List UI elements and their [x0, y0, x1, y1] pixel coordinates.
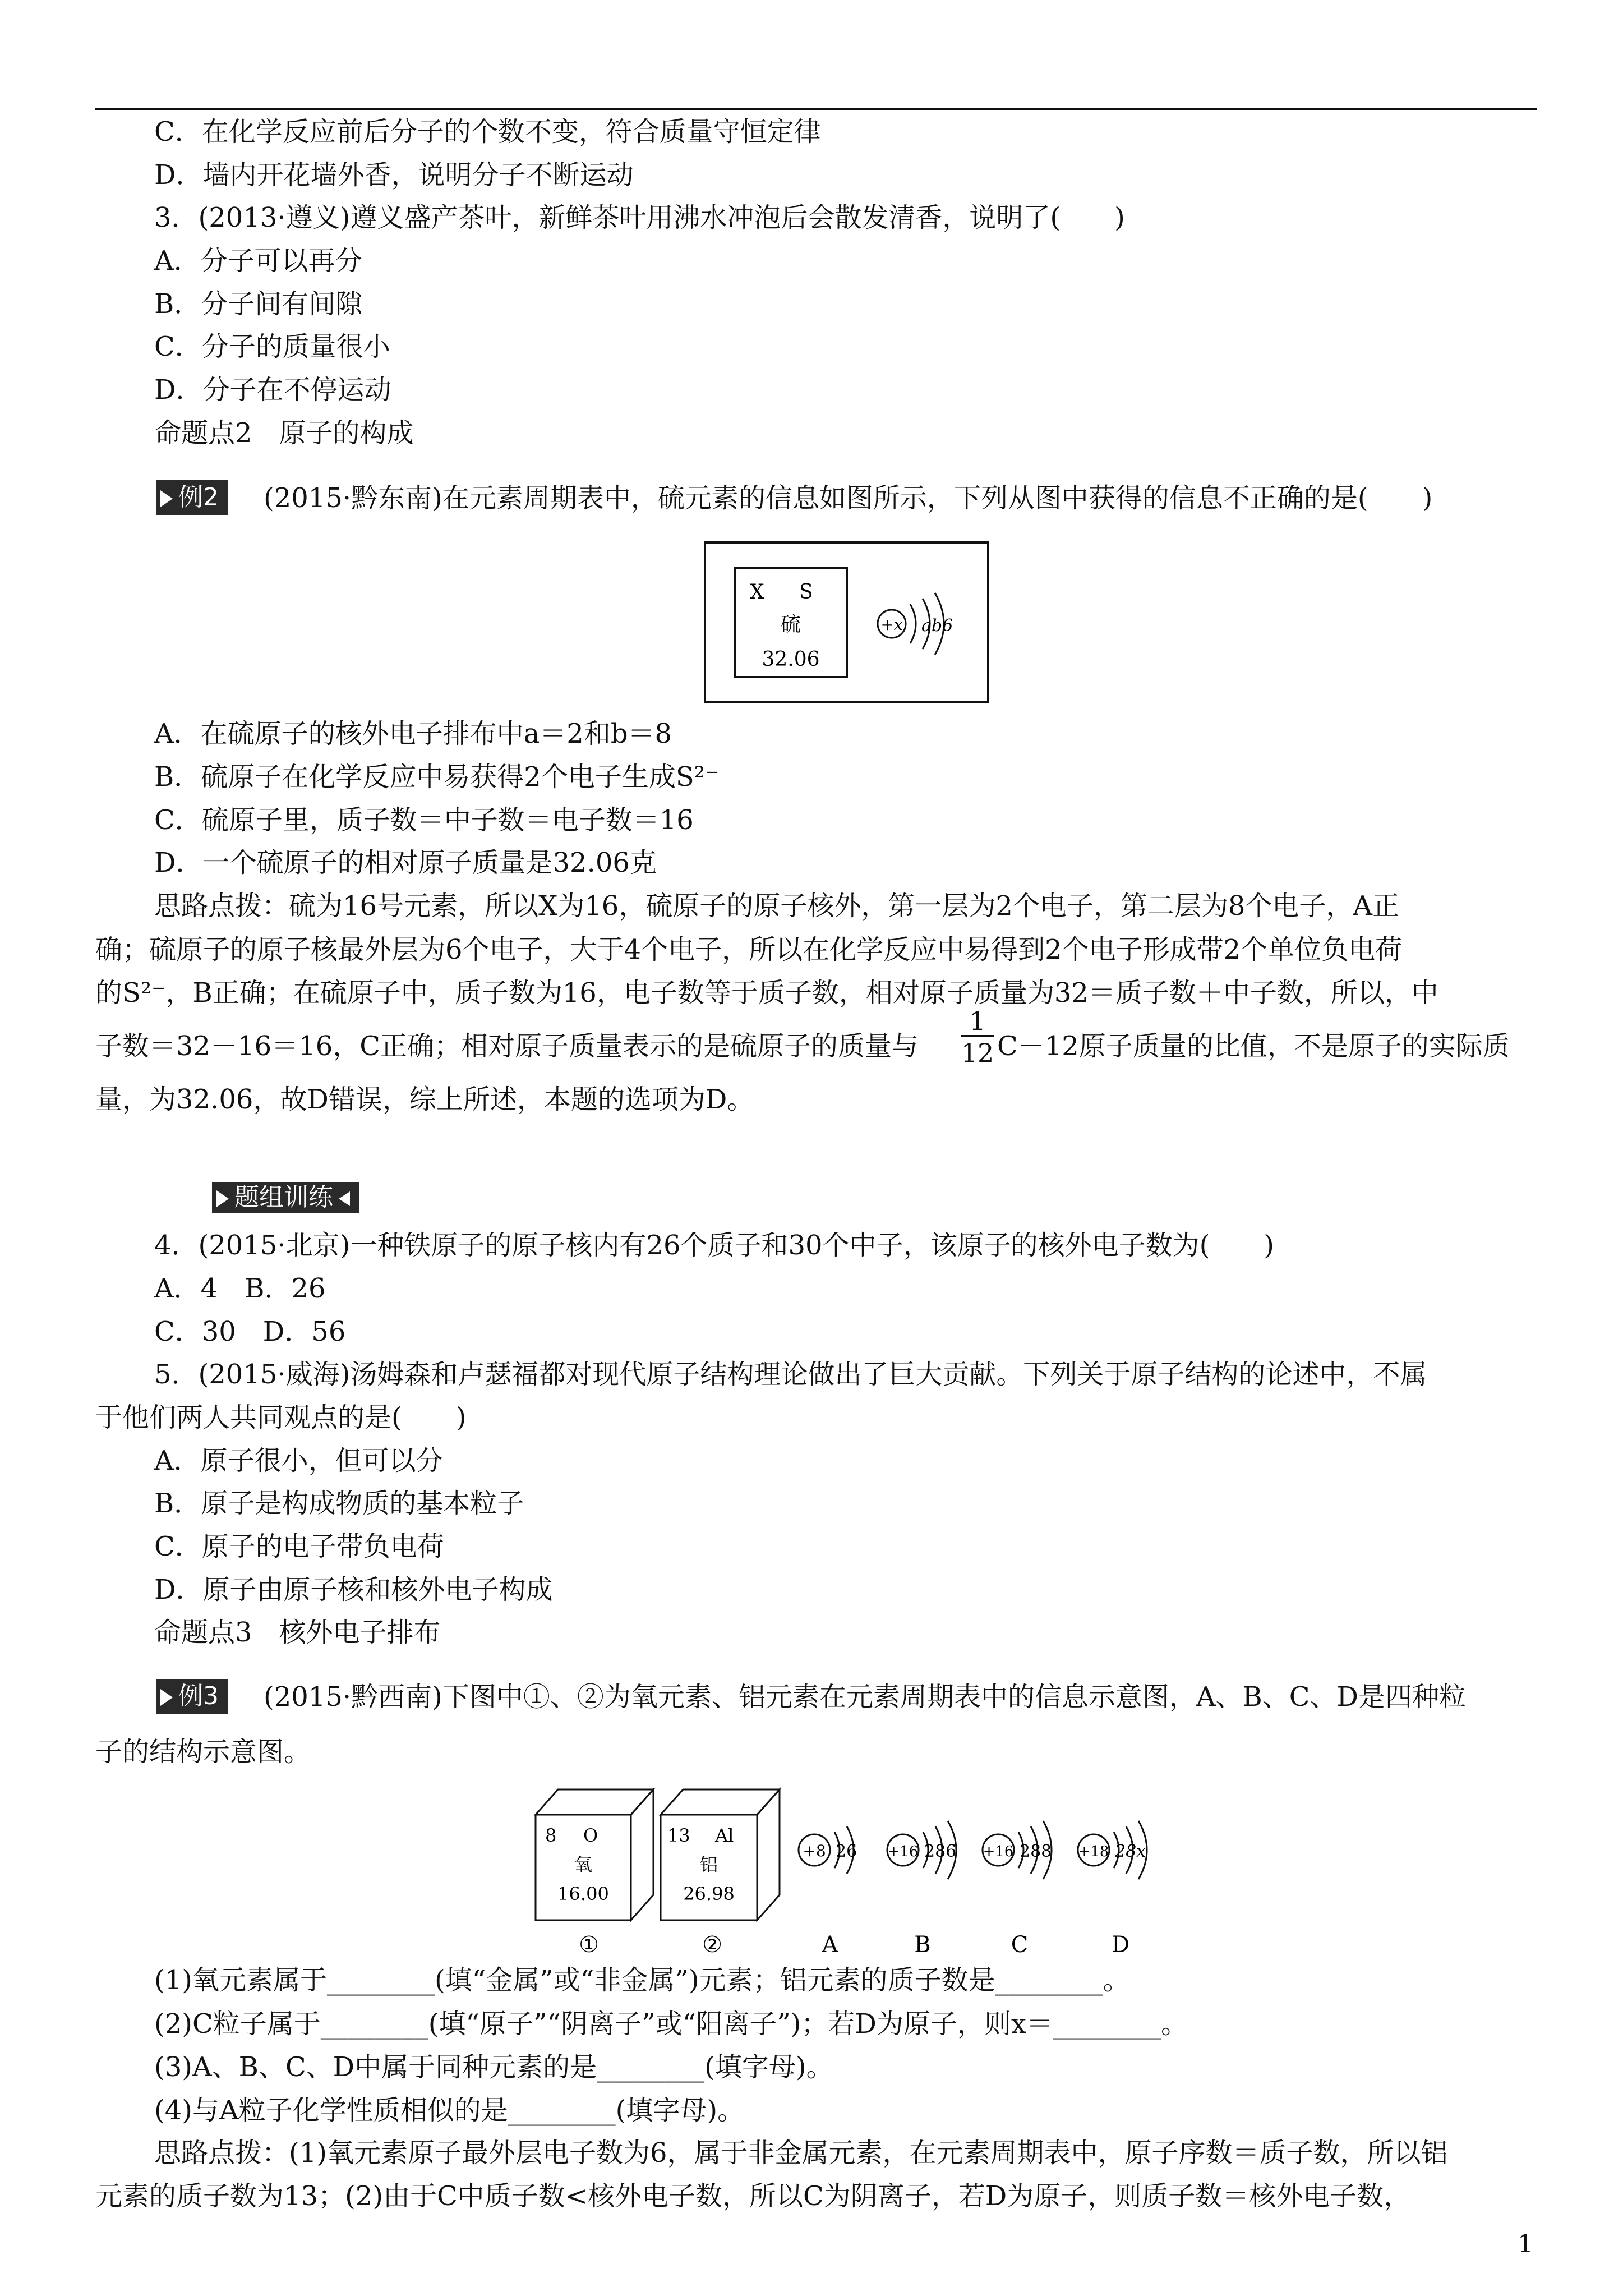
- q3-option-b: B．分子间有间隙: [154, 288, 363, 320]
- particle-c-shells: 288: [1020, 1842, 1052, 1861]
- q5-option-d: D．原子由原子核和核外电子构成: [154, 1574, 553, 1605]
- ex2-option-d: D．一个硫原子的相对原子质量是32.06克: [154, 847, 657, 878]
- section-heading-3: 命题点3 核外电子排布: [154, 1617, 441, 1648]
- aluminium-label: ②: [702, 1932, 722, 1958]
- particle-a-shells: 26: [836, 1842, 857, 1861]
- q3-option-c: C．分子的质量很小: [154, 331, 390, 362]
- particle-a-label: A: [822, 1932, 838, 1958]
- sulfur-name: 硫: [780, 613, 801, 636]
- ex2-option-c: C．硫原子里，质子数＝中子数＝电子数＝16: [154, 804, 694, 836]
- analysis-3-line-2: 元素的质子数为13；(2)由于C中质子数<核外电子数，所以C为阴离子，若D为原子，则质子数＝核外电子数，: [95, 2180, 1411, 2212]
- question-3: 3．(2013·遵义)遵义盛产茶叶，新鲜茶叶用沸水冲泡后会散发清香，说明了( ): [154, 202, 1125, 233]
- particle-c-label: C: [1011, 1932, 1029, 1958]
- aluminium-name: 铝: [699, 1854, 718, 1875]
- sulfur-mass: 32.06: [762, 648, 820, 671]
- particle-d-shells: 28x: [1115, 1842, 1146, 1861]
- q5-option-c: C．原子的电子带负电荷: [154, 1531, 444, 1562]
- particle-a-nucleus: +8: [803, 1842, 826, 1860]
- q3-option-d: D．分子在不停运动: [154, 374, 391, 406]
- q3-option-a: A．分子可以再分: [154, 245, 362, 277]
- sulfur-symbol: S: [799, 581, 813, 604]
- ex3-part-4: (4)与A粒子化学性质相似的是________(填字母)。: [154, 2095, 745, 2126]
- q5-option-b: B．原子是构成物质的基本粒子: [154, 1488, 524, 1519]
- element-particle-figure: [533, 1784, 1183, 1969]
- particle-c-nucleus: +16: [983, 1843, 1014, 1860]
- sulfur-atomic-number: X: [750, 581, 764, 604]
- play-icon: [160, 490, 173, 507]
- ex3-part-3: (3)A、B、C、D中属于同种元素的是________(填字母)。: [154, 2051, 833, 2083]
- ex2-option-b: B．硫原子在化学反应中易获得2个电子生成S²⁻: [154, 761, 720, 793]
- back-icon: [339, 1191, 350, 1206]
- sulfur-nucleus: +x: [880, 615, 903, 634]
- analysis-2-line-1: 思路点拨：硫为16号元素，所以X为16，硫原子的原子核外，第一层为2个电子，第二层为8个电子，A正: [154, 890, 1400, 922]
- example-3-stem-2: 子的结构示意图。: [95, 1736, 311, 1768]
- play-icon: [216, 1190, 229, 1207]
- particle-b: [887, 1821, 956, 1958]
- section-heading-2: 命题点2 原子的构成: [154, 417, 414, 449]
- page-number: 1: [1518, 2230, 1533, 2258]
- analysis-3-line-1: 思路点拨：(1)氧元素原子最外层电子数为6，属于非金属元素，在元素周期表中，原子序数＝质子数，所以铝: [154, 2137, 1448, 2169]
- particle-d-label: D: [1111, 1932, 1130, 1958]
- particle-b-label: B: [914, 1932, 931, 1958]
- analysis-2-line-3: 的S²⁻，B正确；在硫原子中，质子数为16，电子数等于质子数，相对原子质量为32＝质子数＋中子数，所以，中: [95, 977, 1438, 1009]
- ex3-part-1: (1)氧元素属于________(填“金属”或“非金属”)元素；铝元素的质子数是________。: [154, 1964, 1130, 1996]
- example-3-tag: 例3: [156, 1679, 228, 1714]
- analysis-2-line-2: 确；硫原子的原子核最外层为6个电子，大于4个电子，所以在化学反应中易得到2个电子形成带2个单位负电荷: [95, 934, 1403, 965]
- particle-d-nucleus: +18: [1078, 1843, 1109, 1860]
- aluminium-symbol: Al: [715, 1825, 734, 1846]
- oxygen-cube: [536, 1789, 653, 1958]
- sulfur-shells: ab6: [921, 616, 953, 636]
- question-4: 4．(2015·北京)一种铁原子的原子核内有26个质子和30个中子，该原子的核外电子数为( ): [154, 1230, 1275, 1261]
- question-5-line-2: 于他们两人共同观点的是( ): [95, 1402, 467, 1433]
- analysis-2-line-5: 量，为32.06，故D错误，综上所述，本题的选项为D。: [95, 1084, 754, 1115]
- particle-a: [799, 1826, 857, 1958]
- particle-b-shells: 286: [924, 1842, 957, 1861]
- fraction-numerator: 1: [961, 1007, 994, 1037]
- option-c-prev: C．在化学反应前后分子的个数不变，符合质量守恒定律: [154, 116, 821, 148]
- aluminium-number: 13: [667, 1825, 690, 1846]
- aluminium-cube: [661, 1789, 780, 1958]
- fraction-denominator: 12: [961, 1038, 994, 1068]
- q5-option-a: A．原子很小，但可以分: [154, 1445, 443, 1476]
- oxygen-number: 8: [545, 1825, 557, 1846]
- analysis-2-line-4a: 子数＝32－16＝16，C正确；相对原子质量表示的是硫原子的质量与: [95, 1030, 919, 1062]
- oxygen-name: 氧: [574, 1854, 593, 1875]
- oxygen-mass: 16.00: [557, 1883, 609, 1904]
- analysis-2-line-4b: C－12原子质量的比值，不是原子的实际质: [997, 1030, 1510, 1062]
- option-d-prev: D．墙内开花墙外香，说明分子不断运动: [154, 159, 634, 191]
- particle-b-nucleus: +16: [887, 1843, 919, 1860]
- example-3-stem-1: (2015·黔西南)下图中①、②为氧元素、铝元素在元素周期表中的信息示意图，A、B、C、D是四种粒: [264, 1681, 1467, 1713]
- question-5-line-1: 5．(2015·威海)汤姆森和卢瑟福都对现代原子结构理论做出了巨大贡献。下列关于原子结构的论述中，不属: [154, 1359, 1427, 1390]
- sulfur-figure: [704, 541, 990, 704]
- example-2-stem: (2015·黔东南)在元素周期表中，硫元素的信息如图所示，下列从图中获得的信息不正确的是( ): [264, 482, 1433, 514]
- particle-d: [1078, 1821, 1147, 1958]
- example-2-tag: 例2: [156, 480, 228, 515]
- ex2-option-a: A．在硫原子的核外电子排布中a＝2和b＝8: [154, 718, 672, 749]
- particle-c: [983, 1821, 1052, 1958]
- oxygen-symbol: O: [583, 1825, 598, 1846]
- play-icon: [160, 1689, 173, 1706]
- ex3-part-2: (2)C粒子属于________(填“原子”“阴离子”或“阳离子”)；若D为原子，则x＝________。: [154, 2008, 1188, 2040]
- q4-options-ab: A．4 B．26: [154, 1273, 326, 1304]
- aluminium-mass: 26.98: [683, 1883, 735, 1904]
- group-training-tag: 题组训练: [212, 1182, 359, 1213]
- q4-options-cd: C．30 D．56: [154, 1316, 346, 1347]
- oxygen-label: ①: [579, 1932, 599, 1958]
- header-rule: [95, 108, 1537, 110]
